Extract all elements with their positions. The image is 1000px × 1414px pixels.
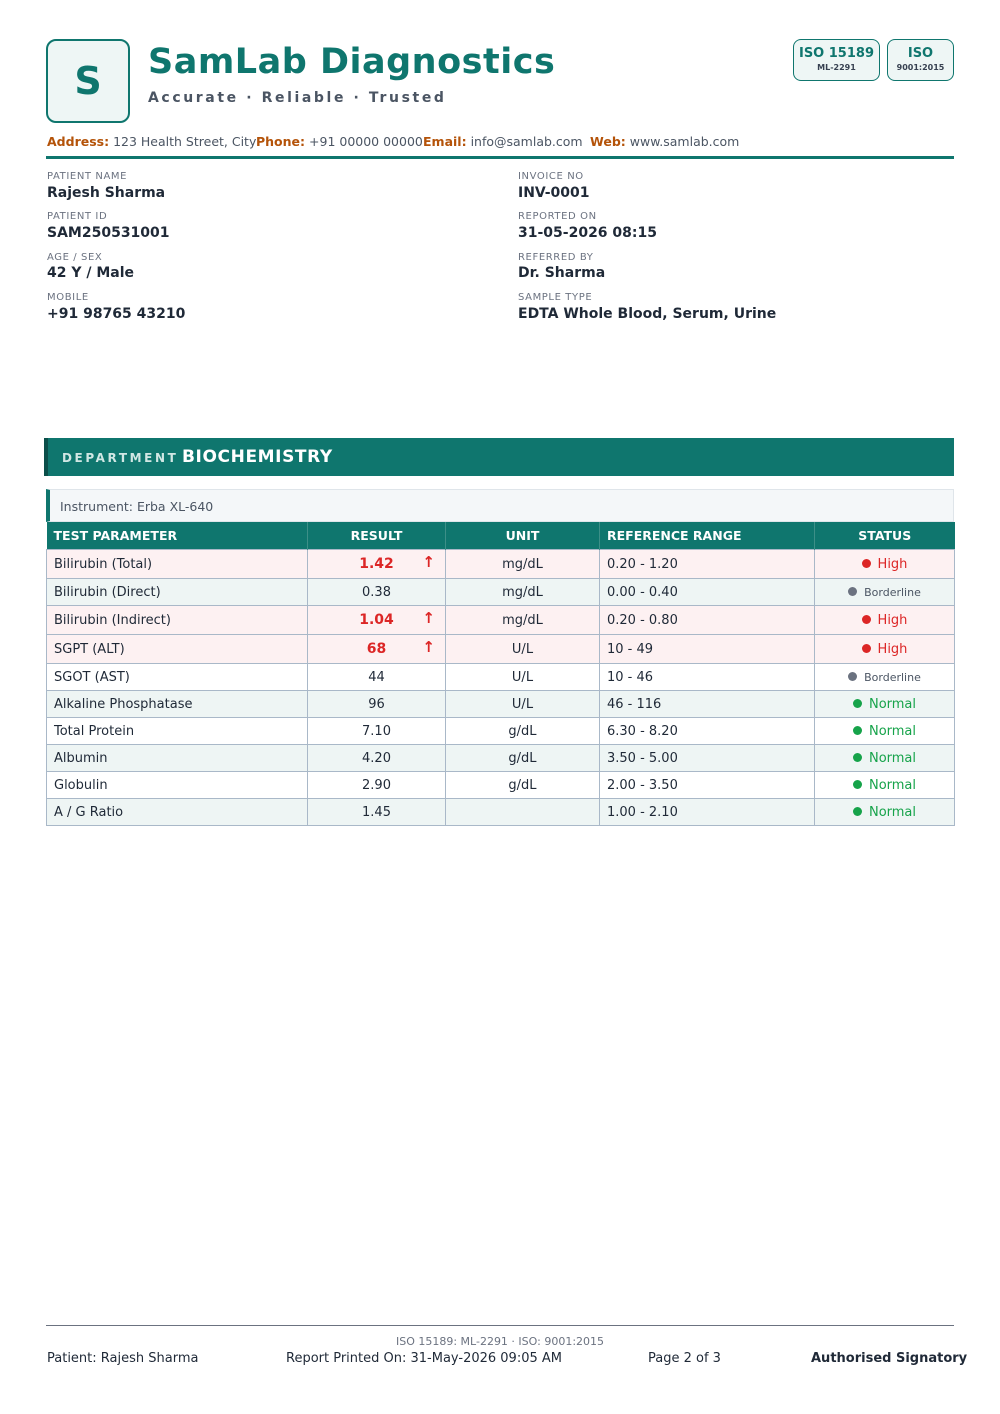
test-parameter: Bilirubin (Total) bbox=[47, 550, 308, 579]
lab-logo bbox=[46, 39, 130, 123]
table-row bbox=[47, 799, 955, 826]
header-reference-range: REFERENCE RANGE bbox=[600, 522, 815, 550]
status-cell bbox=[815, 550, 955, 579]
status-cell bbox=[815, 606, 955, 635]
result-value: 7.10 bbox=[308, 718, 446, 745]
header-result: RESULT bbox=[308, 522, 446, 550]
patient-name-value: Rajesh Sharma bbox=[47, 185, 166, 201]
invoice-label: INVOICE NO bbox=[518, 171, 584, 182]
unit bbox=[446, 799, 600, 826]
status-text: High bbox=[877, 612, 908, 628]
result-value: 1.04 bbox=[359, 612, 394, 628]
status-dot-icon bbox=[853, 726, 862, 735]
table-row bbox=[47, 718, 955, 745]
lab-tagline: Accurate · Reliable · Trusted bbox=[148, 90, 447, 106]
status-cell bbox=[815, 799, 955, 826]
age-sex-label: AGE / SEX bbox=[47, 252, 103, 263]
table-row bbox=[47, 691, 955, 718]
badge-title: ISO 15189 bbox=[798, 46, 874, 61]
status-cell bbox=[815, 664, 955, 691]
arrow-up-icon: ↑ bbox=[422, 638, 435, 656]
result-value: 4.20 bbox=[308, 745, 446, 772]
status-cell bbox=[815, 691, 955, 718]
reference-range: 10 - 49 bbox=[600, 635, 815, 664]
status-text: Normal bbox=[868, 696, 917, 712]
result-value: 1.42 bbox=[359, 556, 394, 572]
unit: U/L bbox=[446, 635, 600, 664]
table-row bbox=[47, 635, 955, 664]
test-parameter: Total Protein bbox=[47, 718, 308, 745]
reference-range: 0.00 - 0.40 bbox=[600, 579, 815, 606]
footer-signatory: Authorised Signatory bbox=[811, 1351, 968, 1366]
table-row bbox=[47, 550, 955, 579]
unit: mg/dL bbox=[446, 606, 600, 635]
footer-iso-line: ISO 15189: ML-2291 · ISO: 9001:2015 bbox=[395, 1335, 605, 1348]
status-dot-icon bbox=[853, 807, 862, 816]
result-value: 2.90 bbox=[308, 772, 446, 799]
email-label: Email: bbox=[423, 134, 467, 149]
reference-range: 1.00 - 2.10 bbox=[600, 799, 815, 826]
status-dot-icon bbox=[862, 559, 871, 568]
results-table bbox=[46, 522, 955, 826]
reported-label: REPORTED ON bbox=[518, 211, 597, 222]
web-value[interactable]: www.samlab.com bbox=[629, 134, 740, 149]
status-dot-icon bbox=[848, 587, 857, 596]
test-parameter: Albumin bbox=[47, 745, 308, 772]
reported-value: 31-05-2026 08:15 bbox=[518, 225, 657, 241]
test-parameter: Alkaline Phosphatase bbox=[47, 691, 308, 718]
table-row bbox=[47, 664, 955, 691]
test-parameter: Bilirubin (Direct) bbox=[47, 579, 308, 606]
iso-15189-badge bbox=[793, 39, 880, 81]
reference-range: 6.30 - 8.20 bbox=[600, 718, 815, 745]
mobile-value: +91 98765 43210 bbox=[47, 306, 186, 322]
unit: g/dL bbox=[446, 745, 600, 772]
invoice-value: INV-0001 bbox=[518, 185, 590, 201]
header-divider bbox=[46, 156, 954, 159]
patient-name-label: PATIENT NAME bbox=[47, 171, 128, 182]
logo-letter: S bbox=[74, 59, 102, 103]
test-parameter: Bilirubin (Indirect) bbox=[47, 606, 308, 635]
patient-id-value: SAM250531001 bbox=[47, 225, 170, 241]
referred-label: REFERRED BY bbox=[518, 252, 594, 263]
result-value: 68 bbox=[366, 641, 387, 657]
reference-range: 46 - 116 bbox=[600, 691, 815, 718]
sample-type-value: EDTA Whole Blood, Serum, Urine bbox=[518, 306, 777, 322]
status-cell bbox=[815, 579, 955, 606]
unit: mg/dL bbox=[446, 579, 600, 606]
table-row bbox=[47, 772, 955, 799]
status-dot-icon bbox=[862, 615, 871, 624]
status-cell bbox=[815, 745, 955, 772]
status-dot-icon bbox=[853, 753, 862, 762]
result-value: 1.45 bbox=[308, 799, 446, 826]
result-value: 44 bbox=[308, 664, 446, 691]
status-text: High bbox=[877, 556, 908, 572]
contact-email bbox=[423, 134, 583, 149]
phone-label: Phone: bbox=[256, 134, 306, 149]
badge-sub: ML-2291 bbox=[817, 63, 856, 72]
department-name: BIOCHEMISTRY bbox=[182, 447, 333, 467]
status-dot-icon bbox=[848, 672, 857, 681]
reference-range: 2.00 - 3.50 bbox=[600, 772, 815, 799]
arrow-up-icon: ↑ bbox=[422, 553, 435, 571]
result-cell bbox=[308, 635, 446, 664]
reference-range: 0.20 - 1.20 bbox=[600, 550, 815, 579]
result-cell bbox=[308, 606, 446, 635]
lab-name: SamLab Diagnostics bbox=[148, 42, 556, 82]
status-cell bbox=[815, 718, 955, 745]
status-dot-icon bbox=[853, 699, 862, 708]
department-label: DEPARTMENT bbox=[62, 451, 179, 465]
test-parameter: Globulin bbox=[47, 772, 308, 799]
status-dot-icon bbox=[853, 780, 862, 789]
status-dot-icon bbox=[862, 644, 871, 653]
status-text: Normal bbox=[868, 777, 917, 793]
unit: mg/dL bbox=[446, 550, 600, 579]
contact-phone bbox=[256, 134, 423, 149]
test-parameter: A / G Ratio bbox=[47, 799, 308, 826]
age-sex-value: 42 Y / Male bbox=[47, 265, 135, 281]
header-unit: UNIT bbox=[446, 522, 600, 550]
test-parameter: SGOT (AST) bbox=[47, 664, 308, 691]
address-label: Address: bbox=[47, 134, 110, 149]
footer-page-number: Page 2 of 3 bbox=[648, 1351, 721, 1366]
table-header-row bbox=[47, 522, 955, 550]
unit: g/dL bbox=[446, 772, 600, 799]
status-text: Normal bbox=[868, 723, 917, 739]
sample-type-label: SAMPLE TYPE bbox=[518, 292, 593, 303]
footer-printed-on: Report Printed On: 31-May-2026 09:05 AM bbox=[286, 1351, 562, 1366]
reference-range: 3.50 - 5.00 bbox=[600, 745, 815, 772]
iso-9001-badge bbox=[887, 39, 954, 81]
contact-web bbox=[590, 134, 739, 149]
department-bar bbox=[44, 438, 954, 476]
header-test-parameter: TEST PARAMETER bbox=[47, 522, 308, 550]
email-value[interactable]: info@samlab.com bbox=[470, 134, 583, 149]
unit: g/dL bbox=[446, 718, 600, 745]
instrument-text: Instrument: Erba XL-640 bbox=[60, 499, 214, 514]
test-parameter: SGPT (ALT) bbox=[47, 635, 308, 664]
status-cell bbox=[815, 635, 955, 664]
status-text: Borderline bbox=[864, 585, 921, 599]
reference-range: 0.20 - 0.80 bbox=[600, 606, 815, 635]
referred-value: Dr. Sharma bbox=[518, 265, 606, 281]
status-text: Normal bbox=[868, 804, 917, 820]
status-text: High bbox=[877, 641, 908, 657]
table-row bbox=[47, 606, 955, 635]
unit: U/L bbox=[446, 664, 600, 691]
result-cell bbox=[308, 550, 446, 579]
footer-divider bbox=[46, 1325, 954, 1326]
result-value: 96 bbox=[308, 691, 446, 718]
patient-id-label: PATIENT ID bbox=[47, 211, 108, 222]
status-text: Normal bbox=[868, 750, 917, 766]
table-row bbox=[47, 579, 955, 606]
web-label: Web: bbox=[590, 134, 626, 149]
status-cell bbox=[815, 772, 955, 799]
footer-patient: Patient: Rajesh Sharma bbox=[47, 1351, 199, 1366]
result-value: 0.38 bbox=[308, 579, 446, 606]
mobile-label: MOBILE bbox=[47, 292, 89, 303]
badge-title: ISO bbox=[907, 46, 934, 61]
phone-value: +91 00000 00000 bbox=[309, 134, 423, 149]
table-row bbox=[47, 745, 955, 772]
arrow-up-icon: ↑ bbox=[422, 609, 435, 627]
status-text: Borderline bbox=[864, 670, 921, 684]
badge-sub: 9001:2015 bbox=[896, 63, 945, 72]
address-value: 123 Health Street, City bbox=[113, 134, 257, 149]
unit: U/L bbox=[446, 691, 600, 718]
header-status: STATUS bbox=[815, 522, 955, 550]
reference-range: 10 - 46 bbox=[600, 664, 815, 691]
instrument-note bbox=[46, 489, 954, 522]
contact-address bbox=[47, 134, 256, 149]
